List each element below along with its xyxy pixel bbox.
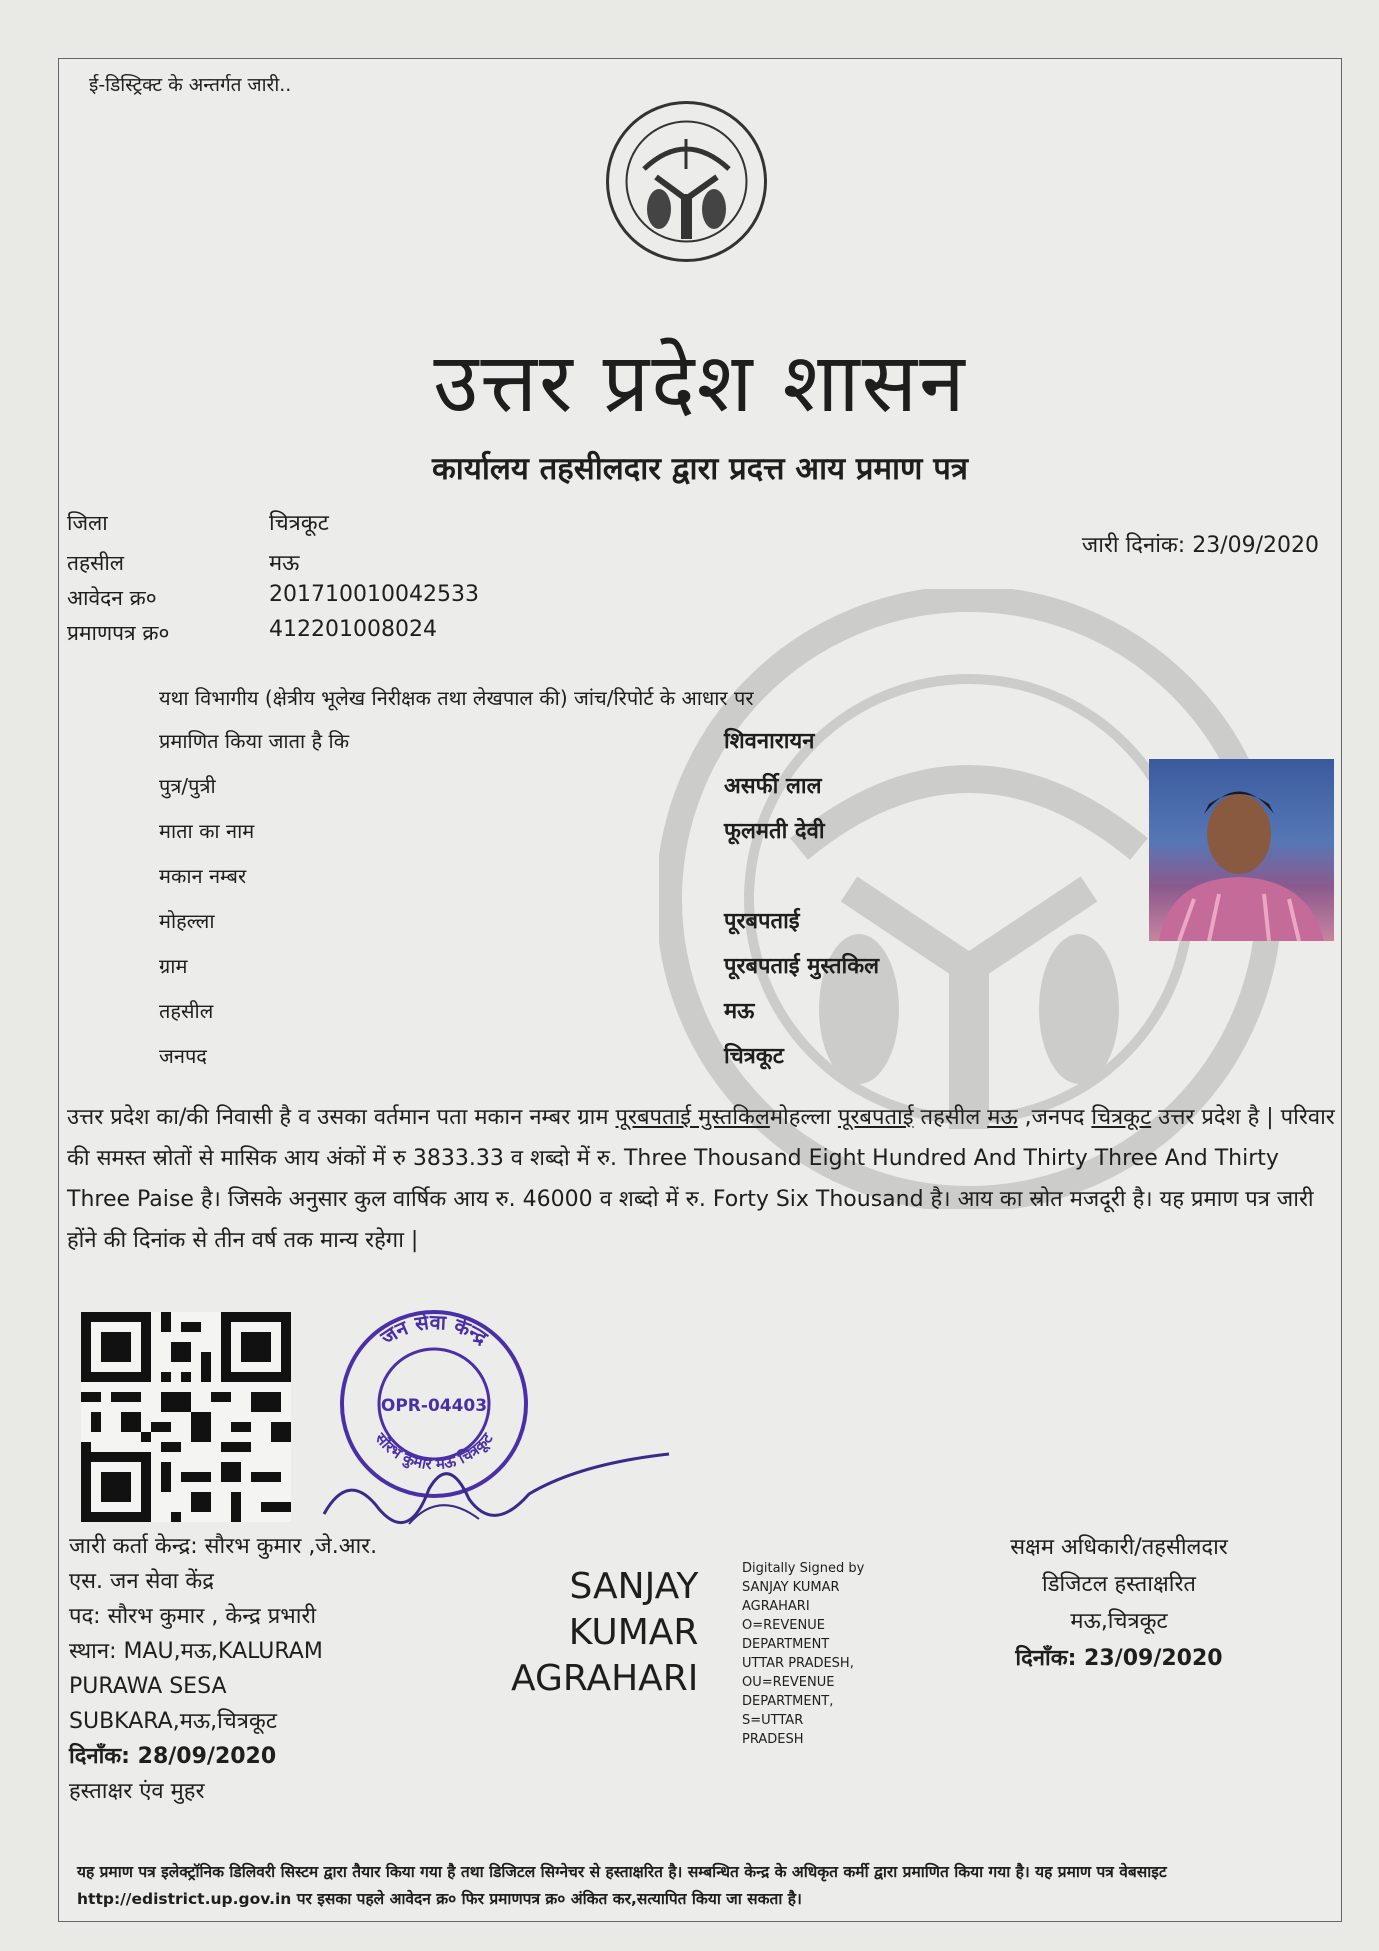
village-underlined: पूरबपताई मुस्तकिल (615, 1105, 770, 1130)
authority-line: डिजिटल हस्ताक्षरित (1042, 1572, 1196, 1597)
intro-text: यथा विभागीय (क्षेत्रीय भूलेख निरीक्षक तथा लेखपाल की) जांच/रिपोर्ट के आधार पर (159, 686, 754, 710)
detail-label: मोहल्ला (159, 909, 215, 933)
detail-label: पुत्र/पुत्री (159, 774, 216, 798)
meta-value-district: चित्रकूट (269, 511, 329, 536)
digital-signer-name: SANJAY KUMAR AGRAHARI (511, 1566, 699, 1699)
issuing-centre-block (69, 1529, 377, 1809)
stamp-code: OPR-04403 (380, 1396, 488, 1416)
meta-label-certificate-no: प्रमाणपत्र क्र० (67, 621, 170, 645)
header-note: ई-डिस्ट्रिक्ट के अन्तर्गत जारी.. (89, 74, 292, 96)
detail-label: जनपद (159, 1044, 207, 1068)
detail-label: तहसील (159, 999, 214, 1023)
detail-value-name: शिवनारायन (724, 729, 815, 754)
applicant-photo (1149, 759, 1334, 941)
meta-value-application-no: 201710010042533 (269, 582, 479, 607)
meta-label-application-no: आवेदन क्र० (67, 586, 157, 610)
detail-label: प्रमाणित किया जाता है कि (159, 729, 350, 753)
page-title: उत्तर प्रदेश शासन (433, 336, 967, 431)
detail-value-tehsil: मऊ (724, 999, 755, 1024)
detail-value-village: पूरबपताई मुस्तकिल (724, 954, 880, 979)
authority-block (939, 1529, 1299, 1677)
footer-note: यह प्रमाण पत्र इलेक्ट्रॉनिक डिलिवरी सिस्टम द्वारा तैयार किया गया है तथा डिजिटल सिग्नेचर से हस्ताक्षरित है। सम्बन्धित केन्द्र के अधिकृत कर्मी द्वारा प्रमाणित किया गया है। यह प्रमाण पत्र वेबसाइट http://edistrict.up.gov.in पर इसका पहले आवेदन क्र० फिर प्रमाणपत्र क्र० अंकित कर,सत्यापित किया जा सकता है। (77, 1863, 1167, 1908)
svg-text:जन सेवा केन्द्र (375, 1310, 493, 1351)
detail-label: माता का नाम (159, 819, 255, 843)
certificate-page (58, 58, 1342, 1922)
certificate-body: उत्तर प्रदेश का/की निवासी है व उसका वर्तमान पता मकान नम्बर ग्राम पूरबपताई मुस्तकिलमोहल्ला पूरबपताई तहसील मऊ ,जनपद चित्रकूट उत्तर प्रदेश है | परिवार की समस्त स्रोतों से मासिक आय अंकों में रु 3833.33 व शब्दो में रु. Three Thousand Eight Hundred And Thirty Three And Thirty Three Paise है। जिसके अनुसार कुल वार्षिक आय रु. 46000 व शब्दो में रु. Forty Six Thousand है। आय का स्रोत मजदूरी है। यह प्रमाण पत्र जारी होंने की दिनांक से तीन वर्ष तक मान्य रहेगा | (67, 1105, 1335, 1253)
issuer-line: SUBKARA,मऊ,चित्रकूट (69, 1709, 277, 1734)
detail-value-parent: असर्फी लाल (724, 774, 822, 799)
tehsil-underlined: मऊ (987, 1105, 1018, 1130)
issuer-line: स्थान: MAU,मऊ,KALURAM (69, 1639, 323, 1664)
stamp-top-text: जन सेवा केन्द्र (376, 1309, 493, 1350)
issuer-line: हस्ताक्षर एंव मुहर (69, 1779, 205, 1804)
detail-label: मकान नम्बर (159, 864, 247, 888)
issuer-line: जारी कर्ता केन्द्र: सौरभ कुमार ,जे.आर. (69, 1534, 378, 1559)
issuer-line: एस. जन सेवा केंद्र (69, 1569, 214, 1594)
meta-value-tehsil: मऊ (269, 551, 300, 576)
authority-date: दिनाँक: 23/09/2020 (1015, 1646, 1223, 1671)
detail-value-locality: पूरबपताई (724, 909, 800, 934)
issuer-line: पद: सौरभ कुमार , केन्द्र प्रभारी (69, 1604, 317, 1629)
meta-label-district: जिला (67, 511, 108, 535)
locality-underlined: पूरबपताई (837, 1105, 914, 1130)
certificate-subtitle: कार्यालय तहसीलदार द्वारा प्रदत्त आय प्रमाण पत्र (432, 451, 968, 487)
detail-label: ग्राम (159, 954, 188, 978)
issuer-date: दिनाँक: 28/09/2020 (69, 1744, 277, 1769)
detail-value-district: चित्रकूट (724, 1044, 784, 1069)
authority-line: सक्षम अधिकारी/तहसीलदार (1010, 1535, 1228, 1560)
issue-date: जारी दिनांक: 23/09/2020 (1081, 533, 1319, 558)
qr-code (81, 1312, 291, 1522)
authority-line: मऊ,चित्रकूट (1070, 1609, 1168, 1634)
stamp-bottom-text: सौरभ कुमार मऊ चित्रकूट (371, 1429, 497, 1474)
detail-value-mother: फूलमती देवी (724, 819, 825, 844)
district-underlined: चित्रकूट (1091, 1105, 1152, 1130)
meta-label-tehsil: तहसील (67, 551, 124, 575)
meta-value-certificate-no: 412201008024 (269, 617, 437, 642)
digital-signature-details: Digitally Signed by SANJAY KUMAR AGRAHARI O=REVENUE DEPARTMENT UTTAR PRADESH, OU=REVENUE DEPARTMENT, S=UTTAR PRADESH (742, 1561, 865, 1747)
up-government-emblem (604, 99, 769, 264)
issuer-line: PURAWA SESA (69, 1674, 227, 1699)
